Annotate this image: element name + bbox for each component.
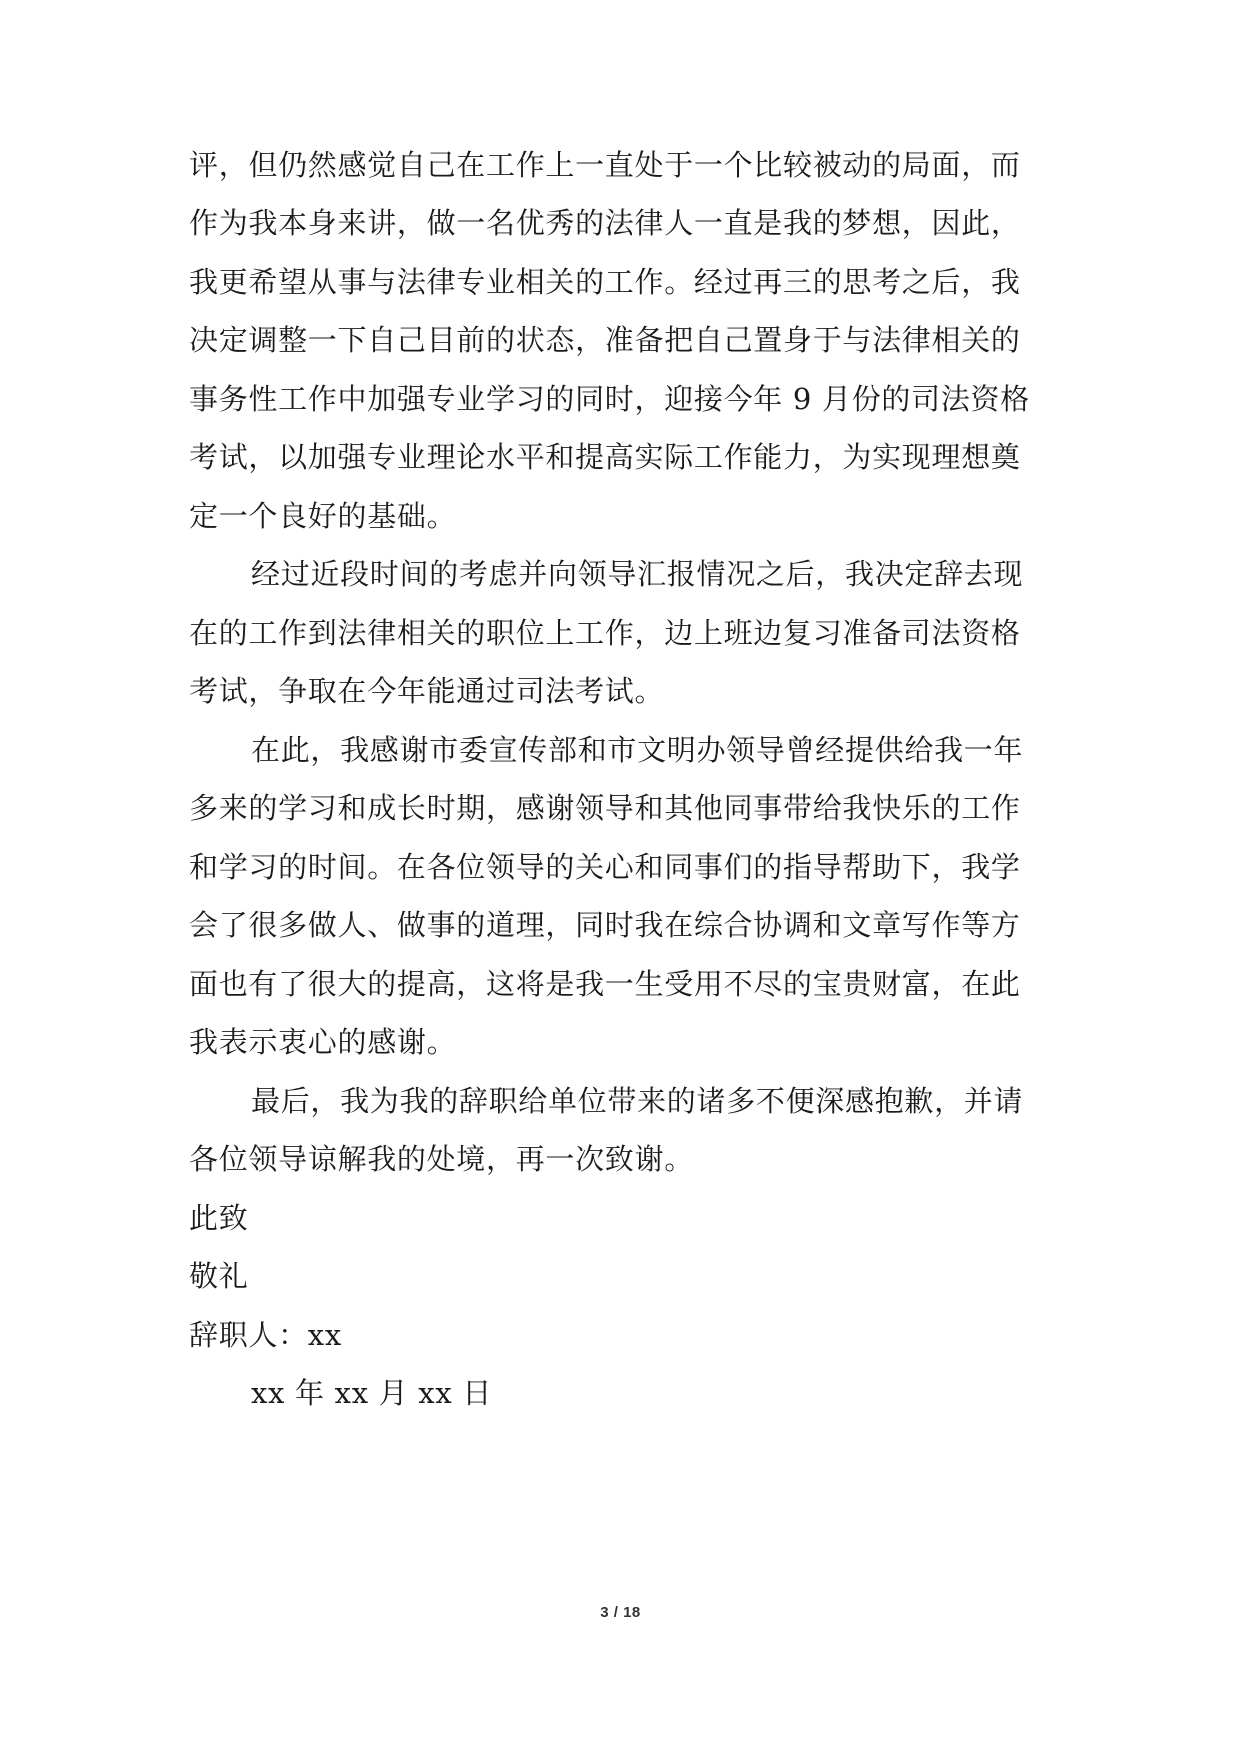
text-line: 我更希望从事与法律专业相关的工作。经过再三的思考之后，我 — [189, 265, 1021, 299]
text-line: 评，但仍然感觉自己在工作上一直处于一个比较被动的局面，而 — [189, 148, 1021, 182]
text-line: 多来的学习和成长时期，感谢领导和其他同事带给我快乐的工作 — [189, 791, 1021, 825]
closing-regards: 敬礼 — [189, 1259, 249, 1293]
text-line: 各位领导谅解我的处境，再一次致谢。 — [189, 1142, 694, 1176]
page-number: 3 / 18 — [600, 1604, 641, 1621]
text-line: 会了很多做人、做事的道理，同时我在综合协调和文章写作等方 — [189, 908, 1021, 942]
text-line: 作为我本身来讲，做一名优秀的法律人一直是我的梦想，因此， — [189, 206, 1021, 240]
text-line: 我表示衷心的感谢。 — [189, 1025, 457, 1059]
text-line: 定一个良好的基础。 — [189, 499, 457, 533]
paragraph-first-line: 经过近段时间的考虑并向领导汇报情况之后，我决定辞去现 — [251, 557, 1024, 591]
text-line: 考试，以加强专业理论水平和提高实际工作能力，为实现理想奠 — [189, 440, 1021, 474]
paragraph-first-line: 在此，我感谢市委宣传部和市文明办领导曾经提供给我一年 — [251, 733, 1024, 767]
text-line: 面也有了很大的提高，这将是我一生受用不尽的宝贵财富，在此 — [189, 967, 1021, 1001]
signature-line: 辞职人：xx — [189, 1318, 342, 1352]
text-line: 在的工作到法律相关的职位上工作，边上班边复习准备司法资格 — [189, 616, 1021, 650]
text-line: 和学习的时间。在各位领导的关心和同事们的指导帮助下，我学 — [189, 850, 1021, 884]
text-line: 决定调整一下自己目前的状态，准备把自己置身于与法律相关的 — [189, 323, 1021, 357]
text-line: 事务性工作中加强专业学习的同时，迎接今年 9 月份的司法资格 — [189, 382, 1030, 416]
closing-salutation: 此致 — [189, 1201, 249, 1235]
paragraph-first-line: 最后，我为我的辞职给单位带来的诸多不便深感抱歉，并请 — [251, 1084, 1024, 1118]
date-line: xx 年 xx 月 xx 日 — [251, 1376, 493, 1410]
text-line: 考试，争取在今年能通过司法考试。 — [189, 674, 665, 708]
